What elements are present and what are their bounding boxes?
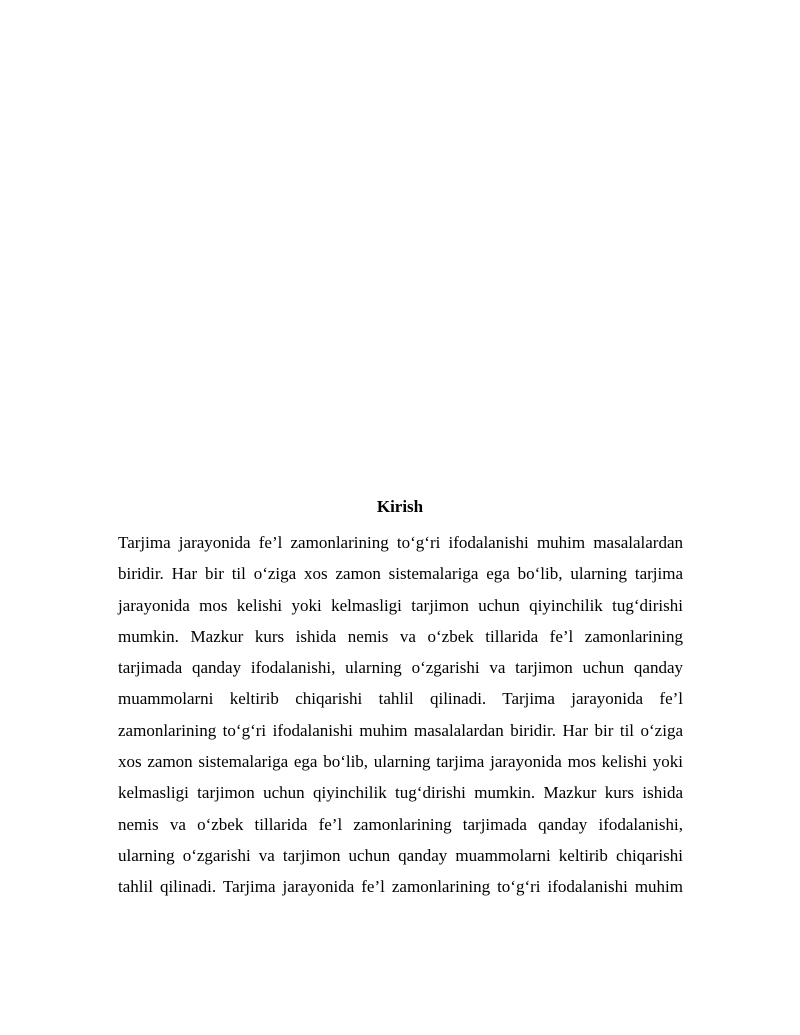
- section-heading: Kirish: [376, 497, 424, 516]
- paragraph-2: Tarjima jarayonida fe’l zamonlarining to‘g‘ri ifodalanishi muhim masalalardan biridir. Har bir til o‘ziga xos zamon sistemalariga ega bo‘lib, ularning tarjima jarayonida mos kelishi yoki kelmasligi tarjimon uchun qiyinchilik tug‘dirishi mumkin. Mazkur kurs ishida nemis va o‘zbek tillarida fe’l zamonlarining tarjimada qanday ifodalanishi, ularning o‘zgarishi va tarjimon uchun qanday muammolarni keltirib chiqarishi tahlil qilinadi.: [118, 689, 684, 897]
- body-text: [118, 527, 683, 903]
- paragraph-1: Tarjima jarayonida fe’l zamonlarining to‘g‘ri ifodalanishi muhim masalalardan biridir. Har bir til o‘ziga xos zamon sistemalariga ega bo‘lib, ularning tarjima jarayonida mos kelishi yoki kelmasligi tarjimon uchun qiyinchilik tug‘dirishi mumkin. Mazkur kurs ishida nemis va o‘zbek tillarida fe’l zamonlarining tarjimada qanday ifodalanishi, ularning o‘zgarishi va tarjimon uchun qanday muammolarni keltirib chiqarishi tahlil qilinadi.: [118, 533, 683, 709]
- paragraph-3: Tarjima jarayonida fe’l zamonlarining to‘g‘ri ifodalanishi muhim: [222, 877, 683, 897]
